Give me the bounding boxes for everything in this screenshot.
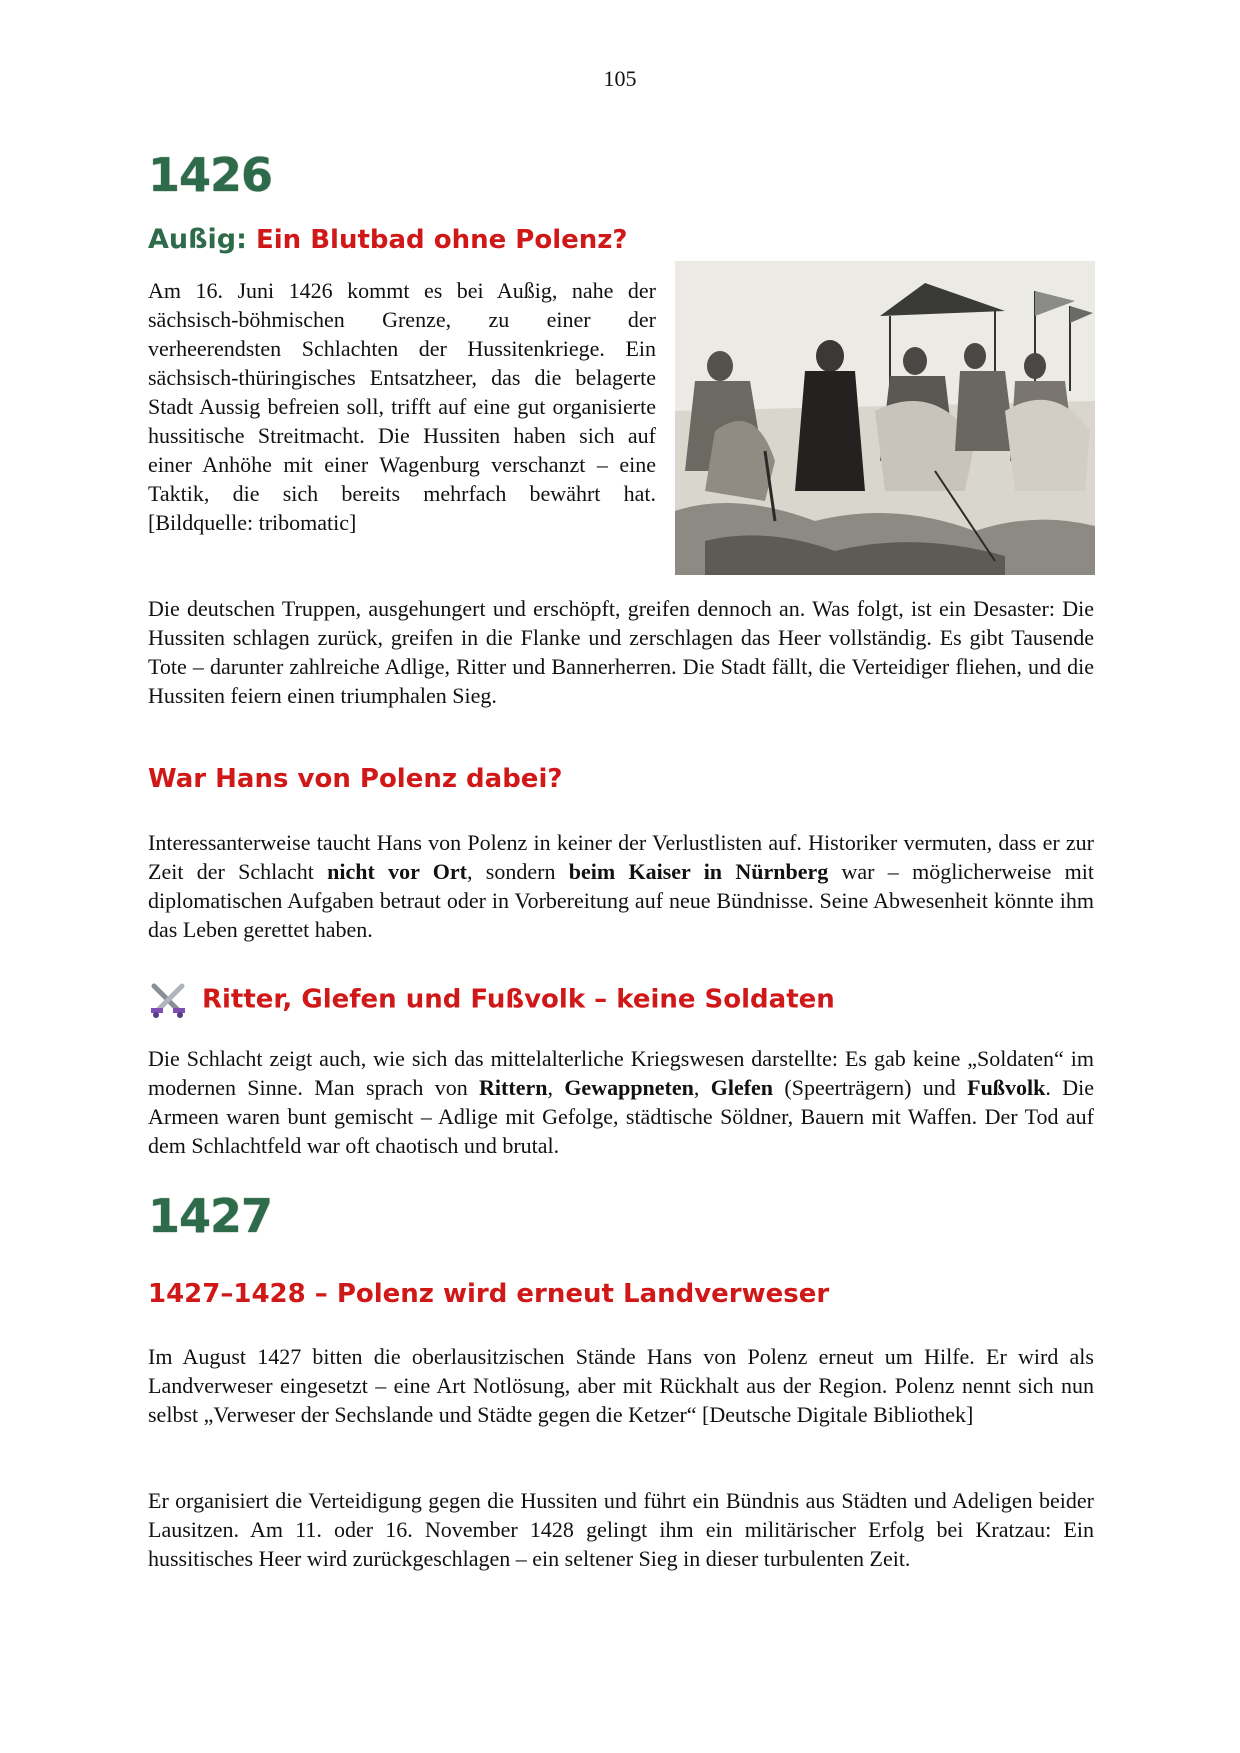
heading-place: Außig: bbox=[148, 224, 247, 255]
ritter-heading bbox=[148, 980, 835, 1020]
intro-paragraph: Am 16. Juni 1426 kommt es bei Außig, nahe der sächsisch-böhmischen Grenze, zu einer der verheerendsten Schlachten der Hussitenkriege. Ein sächsisch-thüringisches Entsatzheer, das die belagerte Stadt Aussig befreien soll, trifft auf eine gut organisierte hussitische Streitmacht. Die Hussiten haben sich auf einer Anhöhe mit einer Wagenburg verschanzt – eine Taktik, die sich bereits mehrfach bewährt hat. [Bildquelle: tribomatic] bbox=[148, 278, 656, 535]
battle-engraving-image bbox=[675, 261, 1095, 575]
landverweser-paragraph-1: Im August 1427 bitten die oberlausitzischen Stände Hans von Polenz erneut um Hilfe. Er wird als Landverweser eingesetzt – eine Art Notlösung, aber mit Rückhalt aus der Region. Polenz nennt sich nun selbst „Verweser der Sechslande und Städte gegen die Ketzer“ [Deutsche Digitale Bibliothek] bbox=[148, 1344, 1094, 1427]
bold-text: nicht vor Ort bbox=[327, 859, 467, 884]
bold-text: Glefen bbox=[710, 1075, 774, 1100]
battle-illustration bbox=[675, 261, 1095, 575]
landverweser-heading: 1427–1428 – Polenz wird erneut Landverweser bbox=[148, 1279, 830, 1309]
bold-text: Rittern bbox=[479, 1075, 548, 1100]
page-number: 105 bbox=[603, 66, 637, 91]
year-heading-1426: 1426 bbox=[148, 148, 273, 202]
year-heading-1427: 1427 bbox=[148, 1189, 273, 1243]
bold-text: beim Kaiser in Nürnberg bbox=[568, 859, 829, 884]
crossed-swords-icon bbox=[148, 980, 188, 1020]
landverweser-paragraph-2: Er organisiert die Verteidigung gegen die Hussiten und führt ein Bündnis aus Städten und Adeligen beider Lausitzen. Am 11. oder 16. November 1428 gelingt ihm ein militärischer Erfolg bei Kratzau: Ein hussitisches Heer wird zurückgeschlagen – ein seltener Sieg in dieser turbulenten Zeit. bbox=[148, 1488, 1094, 1571]
section-heading-aussig bbox=[148, 224, 627, 256]
bold-text: Gewappneten bbox=[564, 1075, 694, 1100]
ritter-heading-text: Ritter, Glefen und Fußvolk – keine Soldaten bbox=[202, 984, 835, 1015]
paragraph-desaster: Die deutschen Truppen, ausgehungert und erschöpft, greifen dennoch an. Was folgt, ist ein Desaster: Die Hussiten schlagen zurück, greifen in die Flanke und zerschlagen das Heer vollständig. Es gibt Tausende Tote – darunter zahlreiche Adlige, Ritter und Bannerherren. Die Stadt fällt, die Verteidiger fliehen, und die Hussiten feiern einen triumphalen Sieg. bbox=[148, 596, 1094, 708]
ritter-paragraph: Die Schlacht zeigt auch, wie sich das mittelalterliche Kriegswesen darstellte: Es gab keine „Soldaten“ im modernen Sinne. Man sprach von Rittern, Gewappneten, Glefen (Speerträgern) und Fußvolk. Die Armeen waren bunt gemischt – Adlige mit Gefolge, städtische Söldner, Bauern mit Waffen. Der Tod auf dem Schlachtfeld war oft chaotisch und brutal. bbox=[148, 1046, 1094, 1158]
heading-title: Ein Blutbad ohne Polenz? bbox=[255, 225, 628, 255]
polenz-paragraph: Interessanterweise taucht Hans von Polenz in keiner der Verlustlisten auf. Historiker vermuten, dass er zur Zeit der Schlacht nicht vor Ort, sondern beim Kaiser in Nürnberg war – möglicherweise mit diplomatischen Aufgaben betraut oder in Vorbereitung auf neue Bündnisse. Seine Abwesenheit könnte ihm das Leben gerettet haben. bbox=[148, 830, 1095, 942]
bold-text: Fußvolk bbox=[967, 1075, 1046, 1100]
polenz-heading: War Hans von Polenz dabei? bbox=[148, 764, 563, 794]
